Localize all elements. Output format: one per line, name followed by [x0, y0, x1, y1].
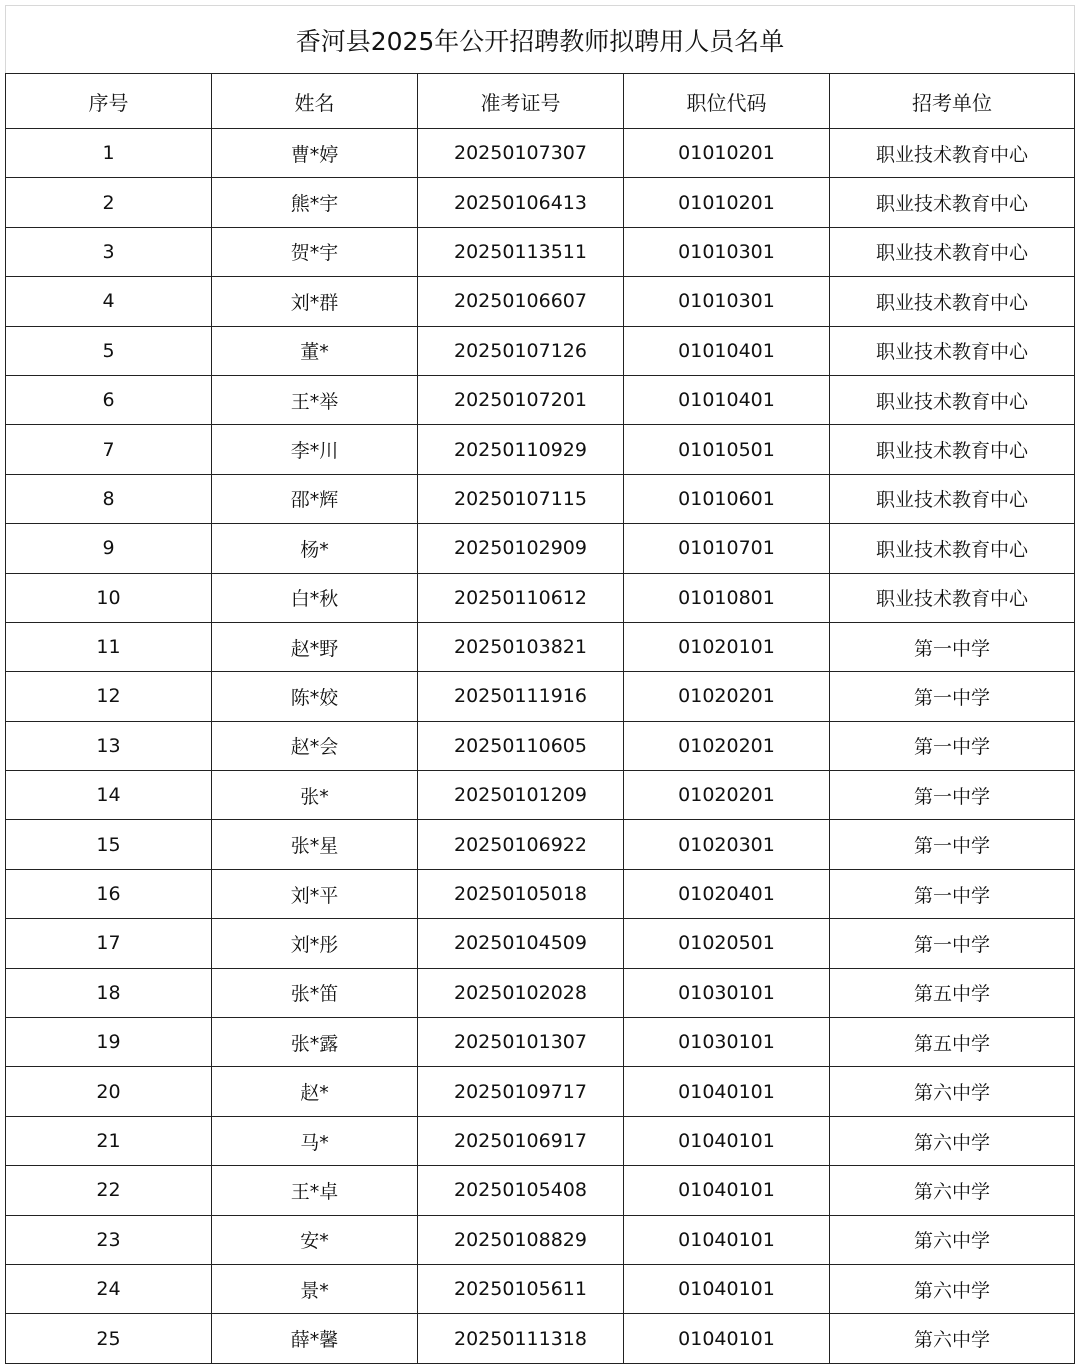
- serial-cell: 8: [6, 474, 212, 523]
- hiring-unit-cell: 第一中学: [830, 721, 1075, 770]
- name-cell: 薛*馨: [212, 1314, 418, 1363]
- hiring-unit-cell: 职业技术教育中心: [830, 326, 1075, 375]
- ticket-number-cell: 20250110605: [418, 721, 624, 770]
- table-row: [6, 573, 1075, 622]
- position-code-cell: 01010401: [624, 375, 830, 424]
- position-code-cell: 01020401: [624, 869, 830, 918]
- name-cell: 张*露: [212, 1018, 418, 1067]
- ticket-number-cell: 20250110612: [418, 573, 624, 622]
- ticket-number-cell: 20250101209: [418, 771, 624, 820]
- name-cell: 景*: [212, 1264, 418, 1313]
- table-row: [6, 1067, 1075, 1116]
- ticket-number-cell: 20250110929: [418, 425, 624, 474]
- column-header-ticket-number: 准考证号: [418, 74, 624, 129]
- table-row: [6, 227, 1075, 276]
- position-code-cell: 01010701: [624, 524, 830, 573]
- ticket-number-cell: 20250108829: [418, 1215, 624, 1264]
- hiring-unit-cell: 职业技术教育中心: [830, 474, 1075, 523]
- serial-cell: 5: [6, 326, 212, 375]
- serial-cell: 15: [6, 820, 212, 869]
- hiring-unit-cell: 职业技术教育中心: [830, 375, 1075, 424]
- table-row: [6, 622, 1075, 671]
- table-row: [6, 425, 1075, 474]
- hiring-unit-cell: 职业技术教育中心: [830, 277, 1075, 326]
- hiring-unit-cell: 第五中学: [830, 1018, 1075, 1067]
- table-row: [6, 672, 1075, 721]
- hiring-unit-cell: 第六中学: [830, 1215, 1075, 1264]
- position-code-cell: 01020301: [624, 820, 830, 869]
- table-row: [6, 1116, 1075, 1165]
- table-row: [6, 474, 1075, 523]
- serial-cell: 14: [6, 771, 212, 820]
- table-row: [6, 1215, 1075, 1264]
- ticket-number-cell: 20250105408: [418, 1166, 624, 1215]
- ticket-number-cell: 20250106413: [418, 178, 624, 227]
- name-cell: 董*: [212, 326, 418, 375]
- table-row: [6, 1264, 1075, 1313]
- hiring-unit-cell: 职业技术教育中心: [830, 425, 1075, 474]
- serial-cell: 16: [6, 869, 212, 918]
- name-cell: 曹*婷: [212, 129, 418, 178]
- name-cell: 赵*会: [212, 721, 418, 770]
- name-cell: 赵*: [212, 1067, 418, 1116]
- name-cell: 安*: [212, 1215, 418, 1264]
- column-header-serial: 序号: [6, 74, 212, 129]
- hiring-unit-cell: 第五中学: [830, 968, 1075, 1017]
- name-cell: 刘*彤: [212, 919, 418, 968]
- position-code-cell: 01020101: [624, 622, 830, 671]
- name-cell: 杨*: [212, 524, 418, 573]
- serial-cell: 21: [6, 1116, 212, 1165]
- serial-cell: 1: [6, 129, 212, 178]
- position-code-cell: 01020201: [624, 771, 830, 820]
- hiring-unit-cell: 第一中学: [830, 919, 1075, 968]
- serial-cell: 6: [6, 375, 212, 424]
- hiring-unit-cell: 第六中学: [830, 1116, 1075, 1165]
- hiring-unit-cell: 职业技术教育中心: [830, 129, 1075, 178]
- table-row: [6, 869, 1075, 918]
- position-code-cell: 01010301: [624, 277, 830, 326]
- position-code-cell: 01020501: [624, 919, 830, 968]
- hiring-unit-cell: 第六中学: [830, 1264, 1075, 1313]
- title-row: [6, 6, 1075, 74]
- serial-cell: 19: [6, 1018, 212, 1067]
- ticket-number-cell: 20250105018: [418, 869, 624, 918]
- hiring-unit-cell: 职业技术教育中心: [830, 227, 1075, 276]
- position-code-cell: 01010401: [624, 326, 830, 375]
- hiring-unit-cell: 第一中学: [830, 771, 1075, 820]
- position-code-cell: 01040101: [624, 1264, 830, 1313]
- ticket-number-cell: 20250107307: [418, 129, 624, 178]
- position-code-cell: 01030101: [624, 968, 830, 1017]
- hiring-unit-cell: 第一中学: [830, 820, 1075, 869]
- ticket-number-cell: 20250104509: [418, 919, 624, 968]
- ticket-number-cell: 20250105611: [418, 1264, 624, 1313]
- name-cell: 赵*野: [212, 622, 418, 671]
- serial-cell: 20: [6, 1067, 212, 1116]
- serial-cell: 24: [6, 1264, 212, 1313]
- ticket-number-cell: 20250103821: [418, 622, 624, 671]
- serial-cell: 9: [6, 524, 212, 573]
- table-row: [6, 919, 1075, 968]
- table-row: [6, 129, 1075, 178]
- table-row: [6, 1166, 1075, 1215]
- personnel-list-sheet: [5, 5, 1074, 1364]
- ticket-number-cell: 20250107126: [418, 326, 624, 375]
- personnel-table: [5, 5, 1075, 1364]
- position-code-cell: 01010201: [624, 129, 830, 178]
- position-code-cell: 01030101: [624, 1018, 830, 1067]
- name-cell: 马*: [212, 1116, 418, 1165]
- name-cell: 王*卓: [212, 1166, 418, 1215]
- hiring-unit-cell: 职业技术教育中心: [830, 573, 1075, 622]
- name-cell: 白*秋: [212, 573, 418, 622]
- serial-cell: 2: [6, 178, 212, 227]
- hiring-unit-cell: 第六中学: [830, 1166, 1075, 1215]
- name-cell: 张*: [212, 771, 418, 820]
- position-code-cell: 01040101: [624, 1215, 830, 1264]
- ticket-number-cell: 20250111318: [418, 1314, 624, 1363]
- position-code-cell: 01040101: [624, 1314, 830, 1363]
- table-row: [6, 326, 1075, 375]
- ticket-number-cell: 20250106917: [418, 1116, 624, 1165]
- document-title: 香河县2025年公开招聘教师拟聘用人员名单: [6, 6, 1075, 74]
- name-cell: 贺*宇: [212, 227, 418, 276]
- table-row: [6, 968, 1075, 1017]
- position-code-cell: 01040101: [624, 1166, 830, 1215]
- table-row: [6, 524, 1075, 573]
- serial-cell: 11: [6, 622, 212, 671]
- name-cell: 张*笛: [212, 968, 418, 1017]
- name-cell: 张*星: [212, 820, 418, 869]
- position-code-cell: 01020201: [624, 721, 830, 770]
- ticket-number-cell: 20250102909: [418, 524, 624, 573]
- serial-cell: 23: [6, 1215, 212, 1264]
- serial-cell: 25: [6, 1314, 212, 1363]
- table-row: [6, 721, 1075, 770]
- serial-cell: 3: [6, 227, 212, 276]
- name-cell: 熊*宇: [212, 178, 418, 227]
- ticket-number-cell: 20250106922: [418, 820, 624, 869]
- ticket-number-cell: 20250113511: [418, 227, 624, 276]
- position-code-cell: 01010201: [624, 178, 830, 227]
- serial-cell: 10: [6, 573, 212, 622]
- table-row: [6, 277, 1075, 326]
- serial-cell: 17: [6, 919, 212, 968]
- serial-cell: 12: [6, 672, 212, 721]
- name-cell: 李*川: [212, 425, 418, 474]
- ticket-number-cell: 20250102028: [418, 968, 624, 1017]
- column-header-position-code: 职位代码: [624, 74, 830, 129]
- name-cell: 刘*平: [212, 869, 418, 918]
- position-code-cell: 01010501: [624, 425, 830, 474]
- hiring-unit-cell: 职业技术教育中心: [830, 524, 1075, 573]
- table-row: [6, 771, 1075, 820]
- ticket-number-cell: 20250101307: [418, 1018, 624, 1067]
- name-cell: 刘*群: [212, 277, 418, 326]
- column-header-name: 姓名: [212, 74, 418, 129]
- column-header-row: [6, 74, 1075, 129]
- position-code-cell: 01040101: [624, 1116, 830, 1165]
- position-code-cell: 01020201: [624, 672, 830, 721]
- serial-cell: 18: [6, 968, 212, 1017]
- table-row: [6, 1018, 1075, 1067]
- name-cell: 王*举: [212, 375, 418, 424]
- hiring-unit-cell: 第一中学: [830, 869, 1075, 918]
- hiring-unit-cell: 第一中学: [830, 672, 1075, 721]
- ticket-number-cell: 20250109717: [418, 1067, 624, 1116]
- name-cell: 邵*辉: [212, 474, 418, 523]
- position-code-cell: 01010301: [624, 227, 830, 276]
- serial-cell: 13: [6, 721, 212, 770]
- table-row: [6, 820, 1075, 869]
- hiring-unit-cell: 第六中学: [830, 1314, 1075, 1363]
- position-code-cell: 01010801: [624, 573, 830, 622]
- position-code-cell: 01040101: [624, 1067, 830, 1116]
- position-code-cell: 01010601: [624, 474, 830, 523]
- table-body: [6, 129, 1075, 1364]
- column-header-hiring-unit: 招考单位: [830, 74, 1075, 129]
- name-cell: 陈*姣: [212, 672, 418, 721]
- serial-cell: 4: [6, 277, 212, 326]
- hiring-unit-cell: 职业技术教育中心: [830, 178, 1075, 227]
- ticket-number-cell: 20250107115: [418, 474, 624, 523]
- table-row: [6, 1314, 1075, 1363]
- ticket-number-cell: 20250111916: [418, 672, 624, 721]
- serial-cell: 7: [6, 425, 212, 474]
- hiring-unit-cell: 第一中学: [830, 622, 1075, 671]
- table-row: [6, 178, 1075, 227]
- ticket-number-cell: 20250106607: [418, 277, 624, 326]
- serial-cell: 22: [6, 1166, 212, 1215]
- table-row: [6, 375, 1075, 424]
- ticket-number-cell: 20250107201: [418, 375, 624, 424]
- hiring-unit-cell: 第六中学: [830, 1067, 1075, 1116]
